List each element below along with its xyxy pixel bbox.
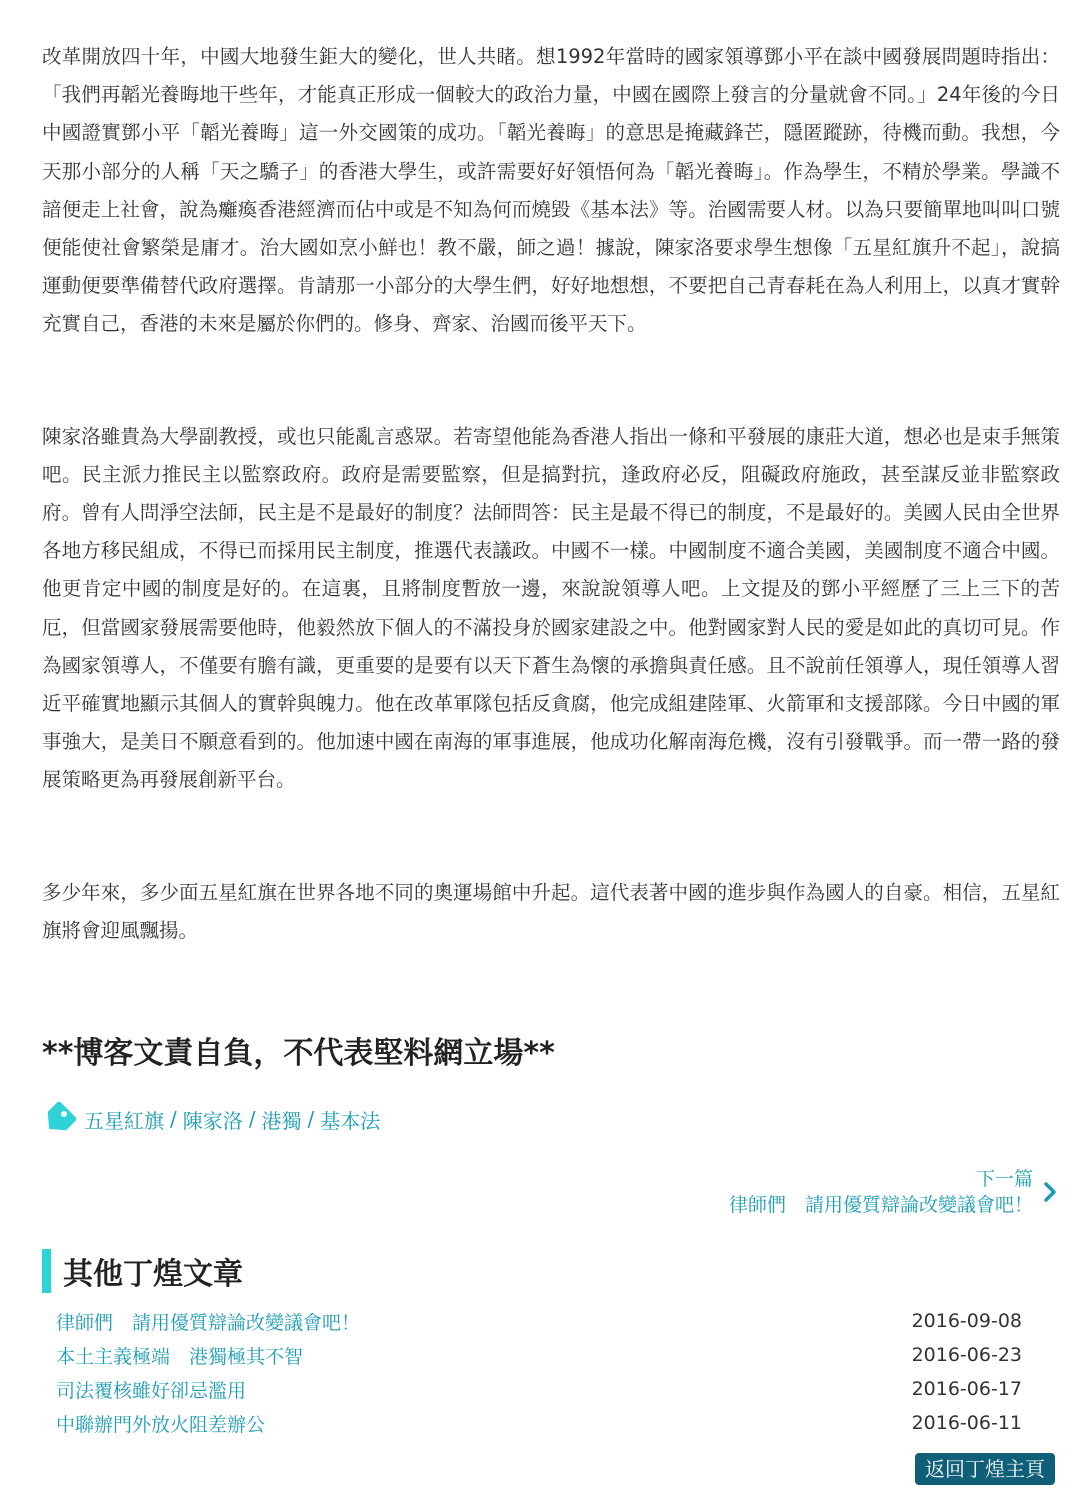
back-to-author-home-button[interactable]: 返回丁煌主頁 [915, 1453, 1055, 1485]
tag-link-gangdu[interactable]: 港獨 [261, 1108, 302, 1133]
tag-separator: / [307, 1107, 315, 1131]
tag-separator: / [248, 1107, 256, 1131]
other-articles-heading [42, 1249, 243, 1293]
next-post-title: 律師們 請用優質辯論改變議會吧！ [728, 1194, 1033, 1216]
tag-link-wuxinghongqi[interactable]: 五星紅旗 [84, 1108, 164, 1133]
other-articles-title: 其他丁煌文章 [63, 1257, 243, 1292]
other-article-link[interactable]: 本土主義極端 港獨極其不智 [56, 1345, 304, 1368]
other-article-date: 2016-06-11 [911, 1412, 1022, 1434]
other-article-link[interactable]: 司法覆核雖好卻忌濫用 [56, 1379, 247, 1402]
article-paragraph-3: 多少年來，多少面五星紅旗在世界各地不同的奧運場館中升起。這代表著中國的進步與作為國人的自豪。相信，五星紅旗將會迎風飄揚。 [42, 880, 1060, 942]
heading-accent-bar [42, 1249, 51, 1293]
list-item [56, 1304, 1022, 1338]
article-paragraph-2: 陳家洛雖貴為大學副教授，或也只能亂言惑眾。若寄望他能為香港人指出一條和平發展的康莊大道，想必也是束手無策吧。民主派力推民主以監察政府。政府是需要監察，但是搞對抗，逢政府必反，阻礙政府施政，甚至謀反並非監察政府。曾有人問淨空法師，民主是不是最好的制度？法師問答：民主是最不得已的制度，不是最好的。美國人民由全世界各地方移民組成，不得已而採用民主制度，推選代表議政。中國不一樣。中國制度不適合美國，美國制度不適合中國。他更肯定中國的制度是好的。在這裏，且將制度暫放一邊，來說說領導人吧。上文提及的鄧小平經歷了三上三下的苦厄，但當國家發展需要他時，他毅然放下個人的不滿投身於國家建設之中。他對國家對人民的愛是如此的真切可見。作為國家領導人，不僅要有膽有識，更重要的是要有以天下蒼生為懷的承擔與責任感。且不說前任領導人，現任領導人習近平確實地顯示其個人的實幹與魄力。他在改革軍隊包括反貪腐，他完成組建陸軍、火箭軍和支援部隊。今日中國的軍事強大，是美日不願意看到的。他加速中國在南海的軍事進展，他成功化解南海危機，沒有引發戰爭。而一帶一路的發展策略更為再發展創新平台。 [42, 424, 1060, 792]
article-body [42, 38, 1060, 950]
next-post-text[interactable] [729, 1166, 1033, 1218]
tag-icon [42, 1102, 76, 1136]
tag-list [42, 1102, 380, 1136]
next-post-link[interactable] [729, 1166, 1059, 1218]
other-article-link[interactable]: 律師們 請用優質辯論改變議會吧！ [56, 1311, 361, 1334]
tag-link-jibenfa[interactable]: 基本法 [320, 1108, 381, 1133]
list-item [56, 1406, 1022, 1440]
tag-link-chenjialuo[interactable]: 陳家洛 [182, 1108, 243, 1133]
other-articles-list [56, 1304, 1022, 1440]
list-item [56, 1372, 1022, 1406]
next-post-label: 下一篇 [975, 1168, 1033, 1190]
tag-separator: / [170, 1107, 177, 1131]
other-article-date: 2016-06-23 [911, 1344, 1022, 1366]
other-article-date: 2016-06-17 [911, 1378, 1022, 1400]
list-item [56, 1338, 1022, 1372]
other-article-date: 2016-09-08 [911, 1310, 1022, 1332]
article-paragraph-1: 改革開放四十年，中國大地發生鉅大的變化，世人共睹。想1992年當時的國家領導鄧小平在談中國發展問題時指出：「我們再韜光養晦地干些年，才能真正形成一個較大的政治力量，中國在國際上發言的分量就會不同。」24年後的今日中國證實鄧小平「韜光養晦」這一外交國策的成功。「韜光養晦」的意思是掩藏鋒芒，隱匿蹤跡，待機而動。我想，今天那小部分的人稱「天之驕子」的香港大學生，或許需要好好領悟何為「韜光養晦」。作為學生，不精於學業。學識不諳便走上社會，說為癱瘓香港經濟而佔中或是不知為何而燒毀《基本法》等。治國需要人材。以為只要簡單地叫叫口號便能使社會繁榮是庸才。治大國如烹小鮮也！教不嚴，師之過！據說，陳家洛要求學生想像「五星紅旗升不起」，說搞運動便要準備替代政府選擇。肯請那一小部分的大學生們，好好地想想，不要把自己青春耗在為人利用上，以真才實幹充實自己，香港的未來是屬於你們的。修身、齊家、治國而後平天下。 [42, 45, 1060, 336]
other-article-link[interactable]: 中聯辦門外放火阻差辦公 [56, 1413, 266, 1436]
disclaimer-heading: **博客文責自負，不代表堅料網立場** [42, 1036, 555, 1071]
chevron-right-icon[interactable] [1041, 1181, 1059, 1203]
